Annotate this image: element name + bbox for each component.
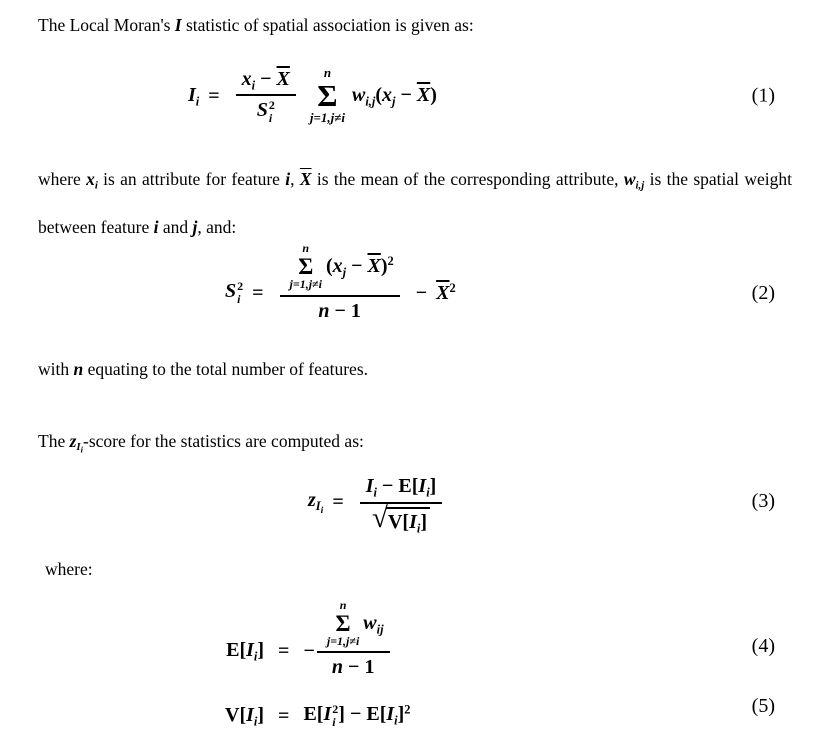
var-n: n — [73, 359, 84, 379]
eq4-summation — [327, 599, 359, 648]
eq1-sum-upper: n — [323, 65, 332, 81]
equation-3 — [0, 466, 826, 538]
eq1-fraction: $x_i - \overline{X}$ S 2 i — [236, 68, 296, 125]
eq1-number: (1) — [751, 84, 775, 107]
equation-1 — [0, 56, 826, 136]
eq5-equals: = — [278, 704, 290, 727]
equation-1-body — [188, 66, 437, 125]
sigma-icon: Σ — [298, 254, 314, 280]
eq3-fraction — [360, 475, 443, 534]
eq3-equals: = — [332, 490, 344, 513]
eq5-number: (5) — [751, 695, 775, 717]
var-xbar: $\overline{X}$ — [299, 169, 312, 189]
para4-text-1: The — [38, 431, 70, 451]
sigma-icon: Σ — [317, 78, 338, 114]
var-I: I — [174, 15, 182, 35]
intro-text-1: The Local Moran's — [38, 15, 175, 35]
para3-text-2: equating to the total number of features. — [83, 359, 369, 379]
var-x-sub: i — [94, 179, 98, 192]
var-j: j — [192, 217, 198, 238]
eq1-summation — [310, 66, 345, 125]
eq4-weight-term: $w_{ij}$ — [363, 611, 384, 637]
eq1-equals: = — [208, 84, 220, 107]
eq2-fraction — [280, 242, 400, 322]
eq2-sum-lower: j=1,j≠i — [289, 276, 322, 291]
where-line — [45, 556, 93, 582]
eq2-sum-upper: n — [302, 241, 310, 256]
var-z: z — [69, 431, 77, 451]
para4-text-2: -score for the statistics are computed as: — [83, 431, 364, 451]
radical-icon: √ — [372, 502, 388, 534]
intro-line — [38, 12, 474, 38]
eq2-denominator: n − 1 — [280, 295, 400, 323]
para2-text-2: is an attribute for feature — [97, 169, 286, 189]
eq3-denominator: √ $V[I_i]$ — [360, 502, 443, 535]
equation-group-4-5 — [0, 599, 826, 729]
eq3-lhs: $z_{I_i}$ — [308, 488, 324, 516]
zscore-line — [38, 428, 364, 463]
body-paragraph — [38, 158, 792, 248]
eqnarray — [225, 599, 410, 729]
eq2-minus: − — [415, 281, 428, 304]
eq2-numerator-expr: $(x_j - \overline{X})^2$ — [325, 254, 394, 280]
eq4-number: (4) — [751, 635, 775, 657]
para2-text-4: is the mean of the corresponding attribute, — [311, 169, 624, 189]
para2-text-6: and — [158, 217, 193, 238]
var-x: x — [86, 169, 95, 189]
eq5-lhs: $V[I_i]$ — [225, 704, 265, 729]
para2-text-3: , — [290, 169, 300, 189]
para2-text-1: where — [38, 169, 87, 189]
equation-3-body — [308, 475, 449, 536]
eq2-summation — [290, 242, 322, 291]
note-line — [38, 356, 368, 382]
eq4-minus: − — [303, 639, 315, 662]
eq1-rhs: $w_{i,j}(x_j - \overline{X})$ — [352, 84, 437, 109]
var-w: w — [623, 169, 636, 189]
eq5-rhs: E[I 2 i ] − $E[I_i]^2$ — [303, 702, 411, 730]
intro-text-2: statistic of spatial association is given as: — [181, 15, 474, 35]
para2-text-5: is the spatial weight between feature — [38, 169, 792, 238]
eq4-lhs: $E[I_i]$ — [226, 639, 265, 664]
eq2-lhs: S 2 i — [225, 279, 244, 306]
para3-text-1: with — [38, 359, 74, 379]
eq3-number: (3) — [751, 490, 775, 512]
eq2-number: (2) — [751, 282, 775, 304]
eq3-numerator: $I_i - E[I_i]$ — [365, 475, 437, 500]
var-z-sub: $I_i$ — [76, 441, 83, 455]
eq4-fraction — [317, 599, 390, 679]
var-w-sub: i,j — [635, 179, 645, 192]
eq2-equals: = — [252, 281, 264, 304]
eq1-lhs: $I_i$ — [188, 84, 200, 109]
equation-2 — [0, 241, 826, 341]
para5-text: where: — [45, 559, 93, 579]
eq1-sum-lower: j=1,j≠i — [309, 109, 345, 125]
eq4-rhs — [303, 599, 389, 703]
equation-2-body — [225, 242, 456, 343]
para2-text-7: , and: — [197, 217, 237, 238]
var-i: i — [285, 169, 291, 189]
eq2-xbar-squared: $\overline{X}^2$ — [436, 280, 456, 304]
sigma-icon: Σ — [335, 610, 351, 636]
eq4-denominator: n − 1 — [317, 651, 390, 679]
eq4-sum-lower: j=1,j≠i — [326, 633, 360, 648]
eq4-equals: = — [278, 639, 290, 662]
var-i-2: i — [153, 217, 159, 238]
eq4-sum-upper: n — [339, 598, 347, 612]
